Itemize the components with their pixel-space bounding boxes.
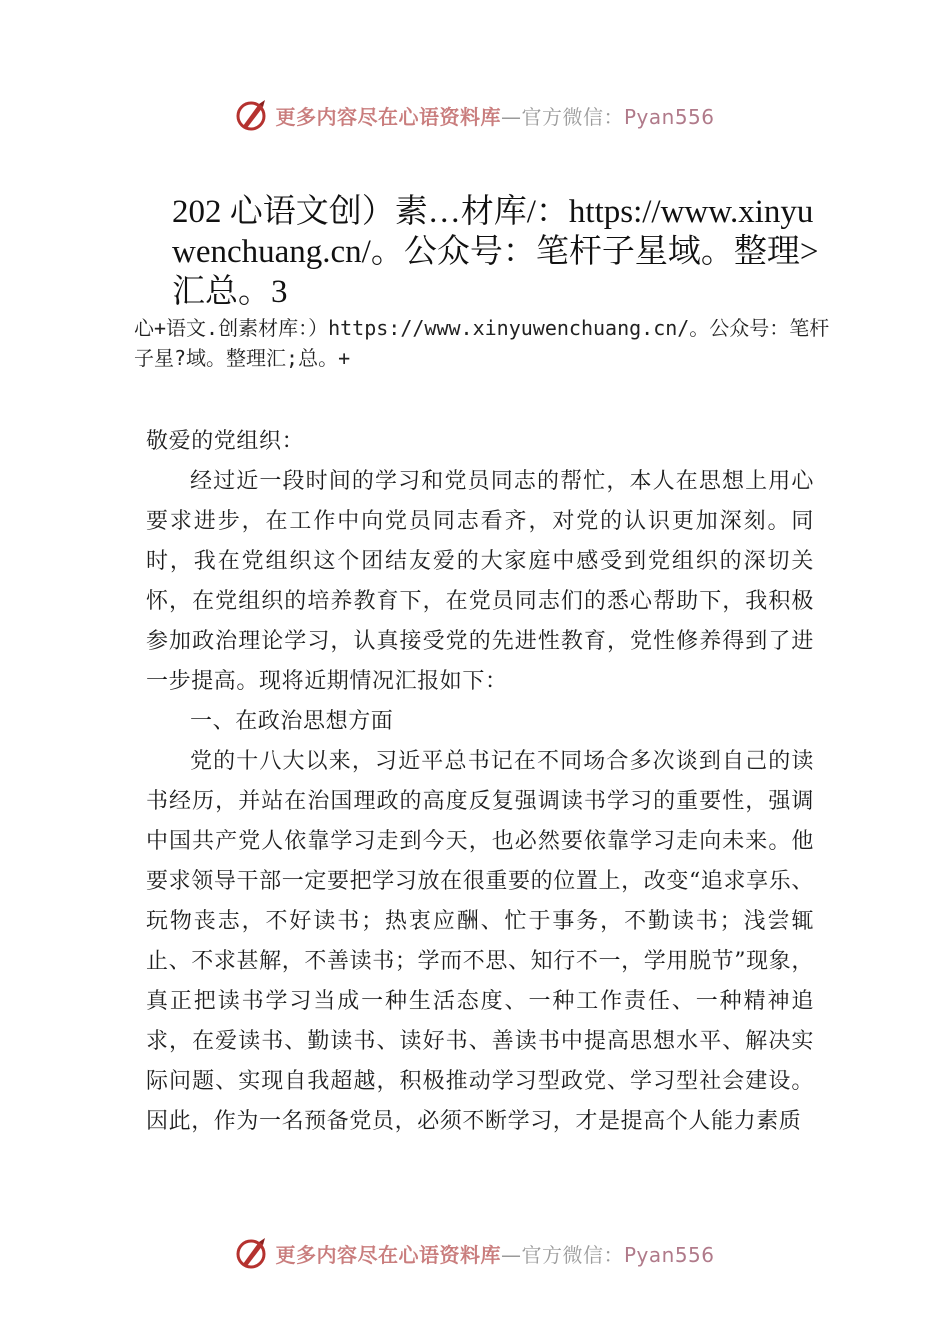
footer-dash: — xyxy=(500,1242,522,1267)
footer-main: 更多内容尽在心语资料库 xyxy=(275,1242,501,1267)
header-banner xyxy=(0,95,950,135)
footer-wechat-id: Pyan556 xyxy=(623,1242,715,1267)
paragraph-politics: 党的十八大以来，习近平总书记在不同场合多次谈到自己的读书经历，并站在治国理政的高度反复强调读书学习的重要性，强调中国共产党人依靠学习走到今天，也必然要依靠学习走向未来。他要求领导干部一定要把学习放在很重要的位置上，改变“追求享乐、玩物丧志，不好读书；热衷应酬、忙于事务，不勤读书；浅尝辄止、不求甚解，不善读书；学而不思、知行不一，学用脱节”现象，真正把读书学习当成一种生活态度、一种工作责任、一种精神追求，在爱读书、勤读书、读好书、善读书中提高思想水平、解决实际问题、实现自我超越，积极推动学习型政党、学习型社会建设。因此，作为一名预备党员，必须不断学习，才是提高个人能力素质 xyxy=(146,749,814,1134)
section-heading-politics: 一、在政治思想方面 xyxy=(190,709,394,734)
salutation: 敬爱的党组织： xyxy=(146,429,305,454)
paragraph-intro: 经过近一段时间的学习和党员同志的帮忙，本人在思想上用心要求进步，在工作中向党员同志看齐，对党的认识更加深刻。同时，我在党组织这个团结友爱的大家庭中感受到党组织的深切关怀，在党组织的培养教育下，在党员同志们的悉心帮助下，我积极参加政治理论学习，认真接受党的先进性教育，党性修养得到了进一步提高。现将近期情况汇报如下： xyxy=(146,469,814,694)
header-dash: — xyxy=(500,104,522,129)
watermark-subtitle: 心+语文.创素材库：）https://www.xinyuwenchuang.cn/。公众号：笔杆子星?域。整理汇;总。+ xyxy=(134,316,830,370)
footer-wechat-label: 官方微信： xyxy=(521,1242,624,1267)
document-body xyxy=(146,422,814,1142)
quill-logo-icon xyxy=(235,98,269,132)
header-wechat-id: Pyan556 xyxy=(623,104,715,129)
watermark-title: 202 心语文创）素…材库/：https://www.xinyuwenchuang.cn/。公众号：笔杆子星域。整理>汇总。3 xyxy=(172,194,819,310)
footer-banner xyxy=(0,1233,950,1273)
footer-banner-text xyxy=(275,1239,714,1268)
quill-logo-icon xyxy=(235,1236,269,1270)
header-main: 更多内容尽在心语资料库 xyxy=(275,104,501,129)
header-wechat-label: 官方微信： xyxy=(521,104,624,129)
header-banner-text xyxy=(275,101,714,130)
